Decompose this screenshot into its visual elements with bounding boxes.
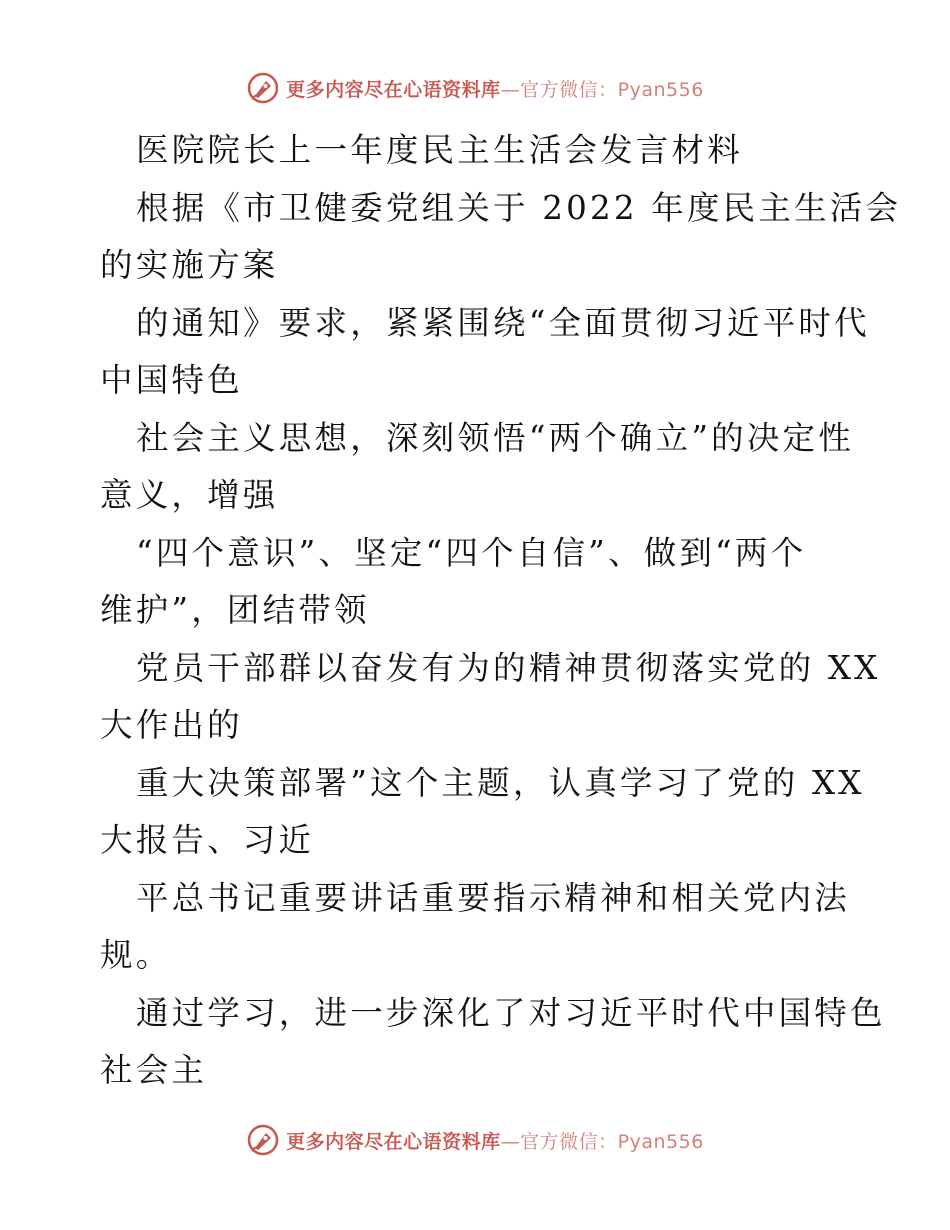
paragraph-line: 中国特色 [100,361,243,399]
header-watermark [0,68,950,108]
paragraph-line: 根据《市卫健委党组关于 2022 年度民主生活会 [136,188,902,227]
paragraph-line: 通过学习，进一步深化了对习近平时代中国特色 [136,993,886,1032]
watermark-separator: — [500,1130,521,1153]
paragraph-line: 平总书记重要讲话重要指示精神和相关党内法 [136,878,851,917]
watermark-wechat-text: 官方微信：Pyan556 [520,1130,704,1153]
paragraph-line: 的通知》要求，紧紧围绕“全面贯彻习近平时代 [136,303,870,342]
paragraph-line: 党员干部群以奋发有为的精神贯彻落实党的 XX [136,648,881,687]
paragraph-line: 大作出的 [100,706,243,744]
watermark-text [286,75,704,102]
watermark-site-text: 更多内容尽在心语资料库 [286,78,501,101]
paragraph-line: 规。 [100,936,172,974]
paragraph-line: 维护”，团结带领 [100,591,370,629]
document-body [100,122,902,1100]
paragraph-line: 的实施方案 [100,246,279,284]
paragraph-line: 社会主 [100,1051,208,1089]
watermark-separator: — [500,78,521,101]
paragraph-line: 社会主义思想，深刻领悟“两个确立”的决定性 [136,418,854,457]
document-title: 医院院长上一年度民主生活会发言材料 [136,131,743,169]
pen-nib-logo-icon [246,71,280,105]
watermark-site-text: 更多内容尽在心语资料库 [286,1130,501,1153]
footer-watermark [0,1120,950,1160]
watermark-text [286,1127,704,1154]
pen-nib-logo-icon [246,1123,280,1157]
paragraph-line: 意义，增强 [100,476,279,514]
watermark-wechat-text: 官方微信：Pyan556 [520,78,704,101]
paragraph-line: 大报告、习近 [100,821,315,859]
paragraph-line: 重大决策部署”这个主题，认真学习了党的 XX [136,763,865,802]
paragraph-line: “四个意识”、坚定“四个自信”、做到“两个 [136,533,807,572]
